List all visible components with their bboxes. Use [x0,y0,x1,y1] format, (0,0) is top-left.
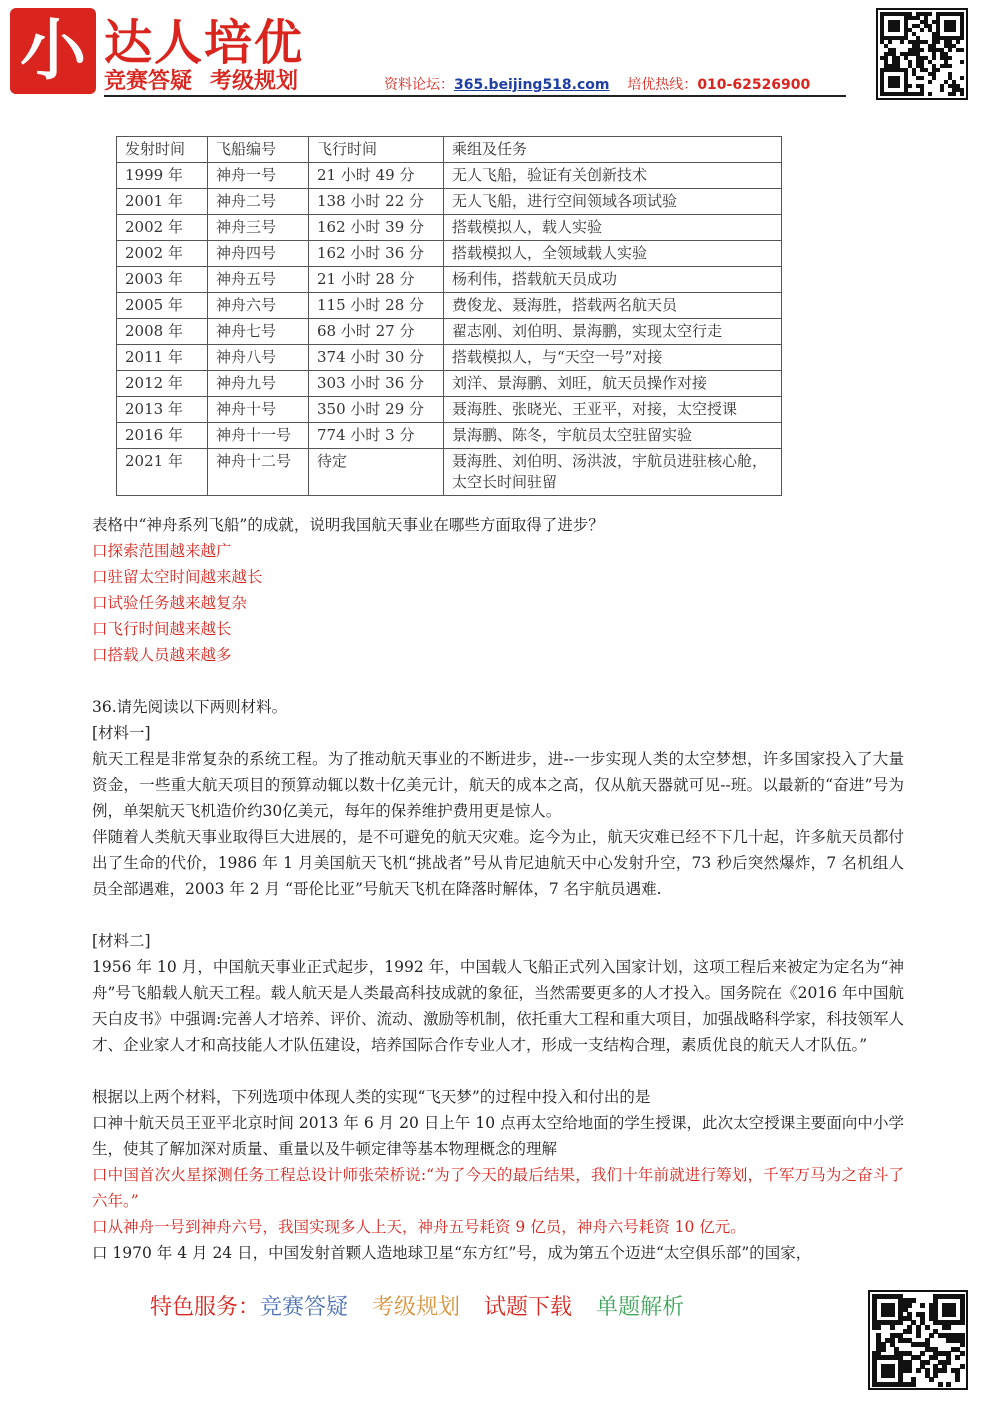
table-cell: 162 小时 39 分 [309,215,444,241]
table-cell: 神舟七号 [208,319,309,345]
table-cell: 21 小时 28 分 [309,267,444,293]
table-cell: 68 小时 27 分 [309,319,444,345]
table-cell: 无人飞船，进行空间领域各项试验 [444,189,782,215]
table-cell: 神舟三号 [208,215,309,241]
table-cell: 374 小时 30 分 [309,345,444,371]
qr-module [908,84,912,88]
qr-module [933,1373,938,1378]
table-row [117,371,782,397]
table-cell: 神舟十号 [208,397,309,423]
qr-module [952,28,956,32]
qr-module [911,1298,916,1303]
qr-module [911,1382,916,1387]
answer-option: 口探索范围越来越广 [92,542,232,560]
qr-module [960,60,964,64]
qr-module [928,80,932,84]
qr-module [960,1364,965,1369]
qr-module [932,76,936,80]
table-cell: 2002 年 [117,215,208,241]
qr-module [936,40,940,44]
qr-module [876,1325,881,1330]
footer-item-3[interactable]: 试题下载 [484,1295,573,1320]
shenzhou-table [116,136,782,496]
footer-label: 特色服务： [150,1295,261,1320]
brand-taglines [104,64,316,95]
qr-module [940,88,944,92]
table-cell: 神舟四号 [208,241,309,267]
qr-module [907,1303,912,1308]
qr-module [890,1373,895,1378]
qr-module [951,1312,956,1317]
qr-module [942,1368,947,1373]
table-cell: 神舟一号 [208,163,309,189]
table-row [117,189,782,215]
table-cell: 2001 年 [117,189,208,215]
option-1: 口神十航天员王亚平北京时间 2013 年 6 月 20 日上午 10 点再太空给地面的学生授课，此次太空授课主要面向中小学生，使其了解加深对质量、重量以及牛顿定律等基本物理概念的理解 [92,1114,904,1158]
qr-module [960,1351,965,1356]
forum-link[interactable]: 365.beijing518.com [454,77,610,93]
qr-module [890,1325,895,1330]
footer-item-2[interactable]: 考级规划 [372,1295,461,1320]
qr-module [928,92,932,96]
table-cell: 神舟五号 [208,267,309,293]
table-cell: 聂海胜、刘伯明、汤洪波，宇航员进驻核心舱，太空长时间驻留 [444,449,782,496]
table-row [117,215,782,241]
footer-item-1[interactable]: 竞赛答疑 [260,1295,349,1320]
answer-option: 口驻留太空时间越来越长 [92,568,263,586]
qr-module [900,40,904,44]
qr-module [929,1333,934,1338]
table-row [117,293,782,319]
qr-module [960,1320,965,1325]
table-cell: 2013 年 [117,397,208,423]
table-cell: 2008 年 [117,319,208,345]
table-cell: 1999 年 [117,163,208,189]
qr-module [929,1377,934,1382]
qr-module [925,1325,930,1330]
qr-module [956,40,960,44]
table-row [117,319,782,345]
qr-code-icon [876,8,968,100]
table-cell: 2016 年 [117,423,208,449]
qr-module [907,1329,912,1334]
qr-module [916,1368,921,1373]
table-cell: 2021 年 [117,449,208,496]
table-cell: 神舟六号 [208,293,309,319]
qr-module [946,1382,951,1387]
qr-module [960,36,964,40]
forum-label: 资料论坛： [384,77,454,93]
qr-module [920,1351,925,1356]
table-cell: 115 小时 28 分 [309,293,444,319]
col-header-ship: 飞船编号 [208,137,309,163]
qr-module [936,68,940,72]
qr-module [955,1355,960,1360]
table-cell: 翟志刚、刘伯明、景海鹏，实现太空行走 [444,319,782,345]
qr-module [925,1360,930,1365]
answer-option: 口搭载人员越来越多 [92,646,232,664]
qr-module [898,1320,903,1325]
table-cell: 2012 年 [117,371,208,397]
table-cell: 聂海胜、张晓光、王亚平，对接，太空授课 [444,397,782,423]
table-cell: 费俊龙、聂海胜，搭载两名航天员 [444,293,782,319]
qr-module [960,48,964,52]
qr-module [888,40,892,44]
qr-module [920,28,924,32]
qr-module [948,48,952,52]
answer-option: 口试验任务越来越复杂 [92,594,248,612]
question-36-prompt: 根据以上两个材料，下列选项中体现人类的实现“飞天梦”的过程中投入和付出的是 [92,1088,651,1106]
table-cell: 神舟二号 [208,189,309,215]
option-4: 口 1970 年 4 月 24 日，中国发射首颗人造地球卫星“东方红”号，成为第五个迈进“太空俱乐部”的国家， [92,1244,812,1262]
option-3: 口从神舟一号到神舟六号，我国实现多人上天，神舟五号耗资 9 亿员，神舟六号耗资 10 亿元。 [92,1218,746,1236]
table-cell: 2005 年 [117,293,208,319]
qr-module [952,92,956,96]
qr-module [928,12,932,16]
table-cell: 2002 年 [117,241,208,267]
table-cell: 搭载模拟人，全领域载人实验 [444,241,782,267]
table-row [117,397,782,423]
table-cell: 162 小时 36 分 [309,241,444,267]
col-header-launch-year: 发射时间 [117,137,208,163]
question-text: 表格中“神舟系列飞船”的成就，说明我国航天事业在哪些方面取得了进步？ [92,516,604,534]
option-2: 口中国首次火星探测任务工程总设计师张荣桥说:“为了今天的最后结果，我们十年前就进行筹划，千军万马为之奋斗了六年。” [92,1166,904,1210]
table-cell: 神舟九号 [208,371,309,397]
qr-module [948,64,952,68]
table-row [117,449,782,496]
table-cell: 待定 [309,449,444,496]
table-cell: 无人飞船，验证有关创新技术 [444,163,782,189]
qr-module [948,56,952,60]
material-2-paragraph: 1956 年 10 月，中国航天事业正式起步，1992 年，中国载人飞船正式列入国家计划，这项工程后来被定为定名为“神舟”号飞船载人航天工程。载人航天是人类最高科技成就的象征，当然需要更多的人才投入。国务院在《2016 年中国航天白皮书》中强调:完善人才培养、评价、流动、激励等机制，依托重大工程和重大项目，加强战略科学家，科技领军人才、企业家人才和高技能人才队伍建设，培养国际合作专业人才，形成一支结构合理，素质优良的航天人才队伍。” [92,958,904,1054]
qr-module [896,28,900,32]
table-row [117,345,782,371]
table-header-row [117,137,782,163]
qr-module [938,1382,943,1387]
qr-module [960,76,964,80]
brand-name: 达人培优 [104,15,305,71]
qr-module [920,76,924,80]
material-1-label: [材料一] [92,724,151,742]
table-cell: 杨利伟，搭载航天员成功 [444,267,782,293]
table-cell: 搭载模拟人，载人实验 [444,215,782,241]
table-cell: 神舟十一号 [208,423,309,449]
tagline-1: 竞赛答疑 [104,69,193,94]
qr-module [946,1360,951,1365]
material-1-paragraph-2: 伴随着人类航天事业取得巨大进展的，是不可避免的航天灾难。迄今为止，航天灾难已经不下几十起，许多航天员都付出了生命的代价，1986 年 1 月美国航天飞机“挑战者”号从肯尼迪航天中心发射升空，73 秒后突然爆炸，7 名机组人员全部遇难，2003 年 2 月 “哥伦比亚”号航天飞机在降落时解体，7 名宇航员遇难. [92,828,904,898]
table-cell: 2011 年 [117,345,208,371]
contact-line [384,74,810,94]
table-row [117,267,782,293]
table-cell: 21 小时 49 分 [309,163,444,189]
table-cell: 303 小时 36 分 [309,371,444,397]
table-cell: 搭载模拟人，与“天空一号”对接 [444,345,782,371]
col-header-crew-mission: 乘组及任务 [444,137,782,163]
table-cell: 350 小时 29 分 [309,397,444,423]
table-row [117,163,782,189]
footer-services [150,1290,708,1321]
qr-module [890,1312,895,1317]
qr-module [920,92,924,96]
header-divider [104,95,846,97]
tagline-2: 考级规划 [210,69,299,94]
qr-module [907,1368,912,1373]
table-cell: 景海鹏、陈冬，宇航员太空驻留实验 [444,423,782,449]
hotline-label: 培优热线： [627,77,698,93]
hotline-number: 010-62526900 [697,77,811,93]
qr-module [916,1333,921,1338]
qr-module [960,1342,965,1347]
answer-option: 口飞行时间越来越长 [92,620,232,638]
col-header-duration: 飞行时间 [309,137,444,163]
logo-mark: 小 [10,8,96,94]
qr-module [881,1347,886,1352]
qr-module [955,1377,960,1382]
material-1-paragraph: 航天工程是非常复杂的系统工程。为了推动航天事业的不断进步，进--一步实现人类的太空梦想，许多国家投入了大量资金，一些重大航天项目的预算动辄以数十亿美元计，航天的成本之高，仅从航天器就可见--班。以最新的“奋进”号为例，单架航天飞机造价约30亿美元，每年的保养维护费用更是惊人。 [92,750,904,820]
table-cell: 神舟十二号 [208,449,309,496]
qr-module [920,1303,925,1308]
question-36-intro: 36.请先阅读以下两则材料。 [92,698,288,716]
table-cell: 刘洋、景海鹏、刘旺，航天员操作对接 [444,371,782,397]
table-row [117,423,782,449]
table-row [117,241,782,267]
qr-module [960,92,964,96]
table-cell: 138 小时 22 分 [309,189,444,215]
qr-module [896,84,900,88]
table-cell: 2003 年 [117,267,208,293]
qr-module [946,1325,951,1330]
material-2-label: [材料二] [92,932,151,950]
qr-module [920,48,924,52]
qr-code-icon [868,1290,968,1390]
qr-module [932,56,936,60]
table-cell: 774 小时 3 分 [309,423,444,449]
table-cell: 神舟八号 [208,345,309,371]
footer-item-4[interactable]: 单题解析 [596,1295,685,1320]
